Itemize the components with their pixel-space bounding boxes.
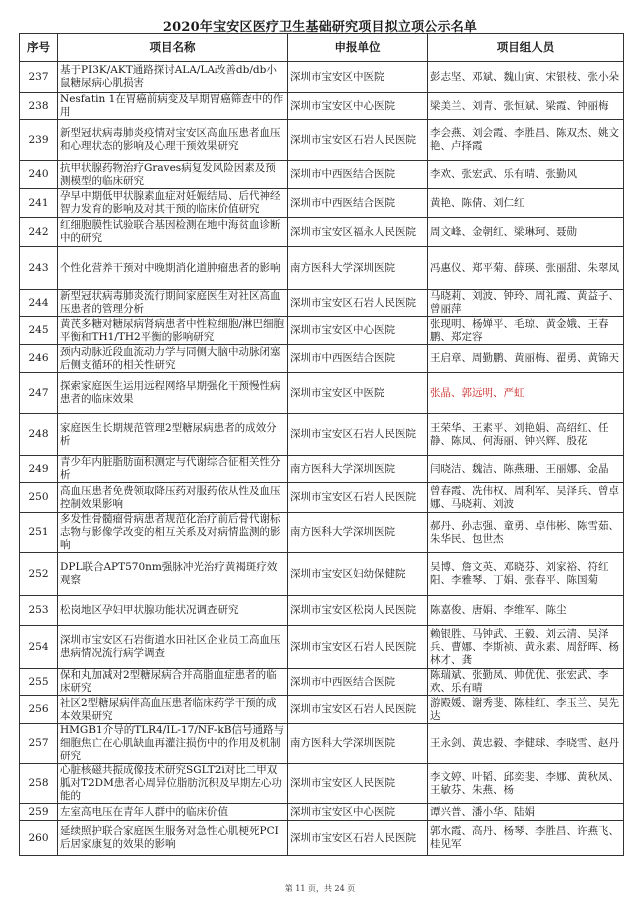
applicant-unit: 深圳市宝安区中心医院 [288, 804, 428, 821]
table-row [20, 93, 624, 120]
project-name: 多发性骨髓瘤骨病患者规范化治疗前后骨代谢标志物与影像学改变的相互关系及对病情监测的影响 [58, 513, 288, 553]
project-name: 青少年内脏脂肪面积测定与代谢综合征相关性分析 [58, 456, 288, 483]
applicant-unit: 深圳市宝安区石岩人民医院 [288, 821, 428, 856]
project-members: 吴博、詹文英、邓晓芬、刘家裕、符红阳、李雅琴、丁娟、张春平、陈国菊 [428, 553, 624, 596]
row-number: 259 [20, 804, 58, 821]
project-members: 王永剑、黄忠毅、李健球、李晓雪、赵丹 [428, 724, 624, 764]
table-row [20, 553, 624, 596]
table-row [20, 62, 624, 93]
row-number: 250 [20, 483, 58, 513]
project-members: 李欢、张宏武、乐有晴、张勤风 [428, 161, 624, 189]
applicant-unit: 深圳市宝安区福永人民医院 [288, 218, 428, 247]
table-row [20, 456, 624, 483]
applicant-unit: 深圳市中西医结合医院 [288, 669, 428, 696]
row-number: 240 [20, 161, 58, 189]
header-members: 项目组人员 [428, 34, 624, 62]
project-members: 陈瑞斌、张勤凤、帅优优、张宏武、李欢、乐有晴 [428, 669, 624, 696]
table-body [20, 62, 624, 856]
header-name: 项目名称 [58, 34, 288, 62]
row-number: 255 [20, 669, 58, 696]
project-name: DPL联合APT570nm强脉冲光治疗黄褐斑疗效观察 [58, 553, 288, 596]
applicant-unit: 深圳市宝安区松岗人民医院 [288, 596, 428, 626]
applicant-unit: 深圳市宝安区中医院 [288, 62, 428, 93]
header-unit: 申报单位 [288, 34, 428, 62]
project-name: 延续照护联合家庭医生服务对急性心肌梗死PCI后居家康复的效果的影响 [58, 821, 288, 856]
project-members: 陈嘉俊、唐娟、李维军、陈尘 [428, 596, 624, 626]
project-name: Nesfatin 1在胃癌前病变及早期胃癌筛查中的作用 [58, 93, 288, 120]
project-name: HMGB1介导的TLR4/IL-17/NF-kB信号通路与细胞焦亡在心肌缺血再灌注损伤中的作用及机制研究 [58, 724, 288, 764]
table-row [20, 513, 624, 553]
table-row [20, 414, 624, 456]
row-number: 252 [20, 553, 58, 596]
project-name: 新型冠状病毒肺炎流行期间家庭医生对社区高血压患者的管理分析 [58, 290, 288, 317]
project-members: 马晓莉、刘波、钟玲、周礼霞、黄益子、曾丽萍 [428, 290, 624, 317]
table-row [20, 821, 624, 856]
applicant-unit: 深圳市宝安区妇幼保健院 [288, 553, 428, 596]
project-members: 彭志坚、邓斌、魏山寅、宋银枝、张小朵 [428, 62, 624, 93]
table-row [20, 317, 624, 345]
table-row [20, 189, 624, 218]
applicant-unit: 深圳市宝安区石岩人民医院 [288, 414, 428, 456]
row-number: 242 [20, 218, 58, 247]
table-row [20, 596, 624, 626]
applicant-unit: 深圳市宝安区石岩人民医院 [288, 120, 428, 161]
applicant-unit: 南方医科大学深圳医院 [288, 724, 428, 764]
project-name: 心脏核磁共振成像技术研究SGLT2i对比二甲双胍对T2DM患者心周异位脂肪沉积及早期左心功能的 [58, 764, 288, 804]
project-members: 曾春霞、冼伟权、周利军、吴泽兵、曾卓娜、马晓莉、刘波 [428, 483, 624, 513]
table-row [20, 161, 624, 189]
applicant-unit: 深圳市中西医结合医院 [288, 189, 428, 218]
project-name: 高血压患者免费领取降压药对服药依从性及血压控制效果影响 [58, 483, 288, 513]
project-name: 颈内动脉近段血流动力学与同侧大脑中动脉闭塞后侧支循环的相关性研究 [58, 345, 288, 373]
table-row [20, 669, 624, 696]
project-name: 保和丸加减对2型糖尿病合并高脂血症患者的临床研究 [58, 669, 288, 696]
row-number: 258 [20, 764, 58, 804]
row-number: 239 [20, 120, 58, 161]
table-row [20, 764, 624, 804]
row-number: 238 [20, 93, 58, 120]
table-row [20, 696, 624, 724]
row-number: 260 [20, 821, 58, 856]
table-row [20, 483, 624, 513]
project-name: 新型冠状病毒肺炎疫情对宝安区高血压患者血压和心理状态的影响及心理干预效果研究 [58, 120, 288, 161]
table-row [20, 373, 624, 414]
project-name: 孕早中期低甲状腺素血症对妊娠结局、后代神经智力发育的影响及对其干预的临床价值研究 [58, 189, 288, 218]
row-number: 246 [20, 345, 58, 373]
applicant-unit: 深圳市宝安区中心医院 [288, 93, 428, 120]
applicant-unit: 深圳市中西医结合医院 [288, 345, 428, 373]
project-members: 张晶、郭远明、严虹 [428, 373, 624, 414]
header-no: 序号 [20, 34, 58, 62]
row-number: 245 [20, 317, 58, 345]
project-members: 李文婷、叶韬、邱奕斐、李娜、黄秋凤、王敏芬、朱燕、杨 [428, 764, 624, 804]
row-number: 241 [20, 189, 58, 218]
project-members: 王启章、周勤鹏、黄丽梅、翟勇、黄锦天 [428, 345, 624, 373]
applicant-unit: 深圳市宝安区中心医院 [288, 317, 428, 345]
project-table [19, 33, 624, 856]
table-row [20, 724, 624, 764]
applicant-unit: 深圳市宝安区人民医院 [288, 764, 428, 804]
applicant-unit: 深圳市宝安区石岩人民医院 [288, 696, 428, 724]
project-name: 松岗地区孕妇甲状腺功能状况调查研究 [58, 596, 288, 626]
row-number: 253 [20, 596, 58, 626]
project-name: 深圳市宝安区石岩街道水田社区企业员工高血压患病情况流行病学调查 [58, 626, 288, 669]
applicant-unit: 深圳市宝安区中医院 [288, 373, 428, 414]
page-footer: 第 11 页，共 24 页 [284, 884, 356, 893]
project-name: 家庭医生长期规范管理2型糖尿病患者的成效分析 [58, 414, 288, 456]
project-name: 个性化营养干预对中晚期消化道肿瘤患者的影响 [58, 247, 288, 290]
row-number: 243 [20, 247, 58, 290]
project-members: 闫晓洁、魏洁、陈燕珊、王丽娜、金晶 [428, 456, 624, 483]
applicant-unit: 南方医科大学深圳医院 [288, 456, 428, 483]
document-title: 2020年宝安区医疗卫生基础研究项目拟立项公示名单 [162, 20, 478, 35]
row-number: 251 [20, 513, 58, 553]
project-members: 张现明、杨婵平、毛琼、黄金娥、王春鹏、郑定容 [428, 317, 624, 345]
table-row [20, 218, 624, 247]
project-members: 郝丹、孙志强、童勇、卓伟彬、陈雪茹、朱华民、包世杰 [428, 513, 624, 553]
project-members: 谭兴普、潘小华、陆娟 [428, 804, 624, 821]
project-members: 冯惠仪、郑平菊、薛瑛、张丽甜、朱翠凤 [428, 247, 624, 290]
project-name: 探索家庭医生运用远程网络早期强化干预慢性病患者的临床效果 [58, 373, 288, 414]
project-members: 王荣华、王素平、刘艳娟、高绍红、任静、陈凤、何海丽、钟兴辉、殷花 [428, 414, 624, 456]
applicant-unit: 深圳市宝安区石岩人民医院 [288, 626, 428, 669]
table-row [20, 804, 624, 821]
applicant-unit: 深圳市宝安区石岩人民医院 [288, 290, 428, 317]
project-name: 左室高电压在青年人群中的临床价值 [58, 804, 288, 821]
table-row [20, 626, 624, 669]
project-members: 周文峰、金朝红、梁琳珂、聂勋 [428, 218, 624, 247]
row-number: 248 [20, 414, 58, 456]
row-number: 237 [20, 62, 58, 93]
project-members: 郭水霞、高丹、杨琴、李胜昌、许燕飞、桂见军 [428, 821, 624, 856]
table-row [20, 247, 624, 290]
table-row [20, 120, 624, 161]
project-name: 社区2型糖尿病伴高血压患者临床药学干预的成本效果研究 [58, 696, 288, 724]
applicant-unit: 南方医科大学深圳医院 [288, 513, 428, 553]
table-row [20, 290, 624, 317]
row-number: 257 [20, 724, 58, 764]
row-number: 249 [20, 456, 58, 483]
project-name: 抗甲状腺药物治疗Graves病复发风险因素及预测模型的临床研究 [58, 161, 288, 189]
project-name: 基于PI3K/AKT通路探讨ALA/LA改善db/db小鼠糖尿病心肌损害 [58, 62, 288, 93]
applicant-unit: 南方医科大学深圳医院 [288, 247, 428, 290]
row-number: 244 [20, 290, 58, 317]
row-number: 254 [20, 626, 58, 669]
table-header-row [20, 34, 624, 62]
applicant-unit: 深圳市宝安区石岩人民医院 [288, 483, 428, 513]
project-members: 李会燕、刘会霞、李胜昌、陈双杰、姚文艳、卢择霞 [428, 120, 624, 161]
project-members: 黄艳、陈倩、刘仁红 [428, 189, 624, 218]
row-number: 247 [20, 373, 58, 414]
project-members: 梁美兰、刘青、张恒斌、梁霞、钟丽梅 [428, 93, 624, 120]
project-members: 游殿媛、谢秀斐、陈桂红、李玉兰、吴先达 [428, 696, 624, 724]
project-name: 黄芪多糖对糖尿病肾病患者中性粒细胞/淋巴细胞平衡和TH1/TH2平衡的影响研究 [58, 317, 288, 345]
table-row [20, 345, 624, 373]
row-number: 256 [20, 696, 58, 724]
project-name: 红细胞膜性试验联合基因检测在地中海贫血诊断中的研究 [58, 218, 288, 247]
project-members: 赖银胜、马钟武、王毅、刘云清、吴泽兵、曹娜、李斯祯、黄永素、周舒晖、杨林才、龚 [428, 626, 624, 669]
applicant-unit: 深圳市中西医结合医院 [288, 161, 428, 189]
